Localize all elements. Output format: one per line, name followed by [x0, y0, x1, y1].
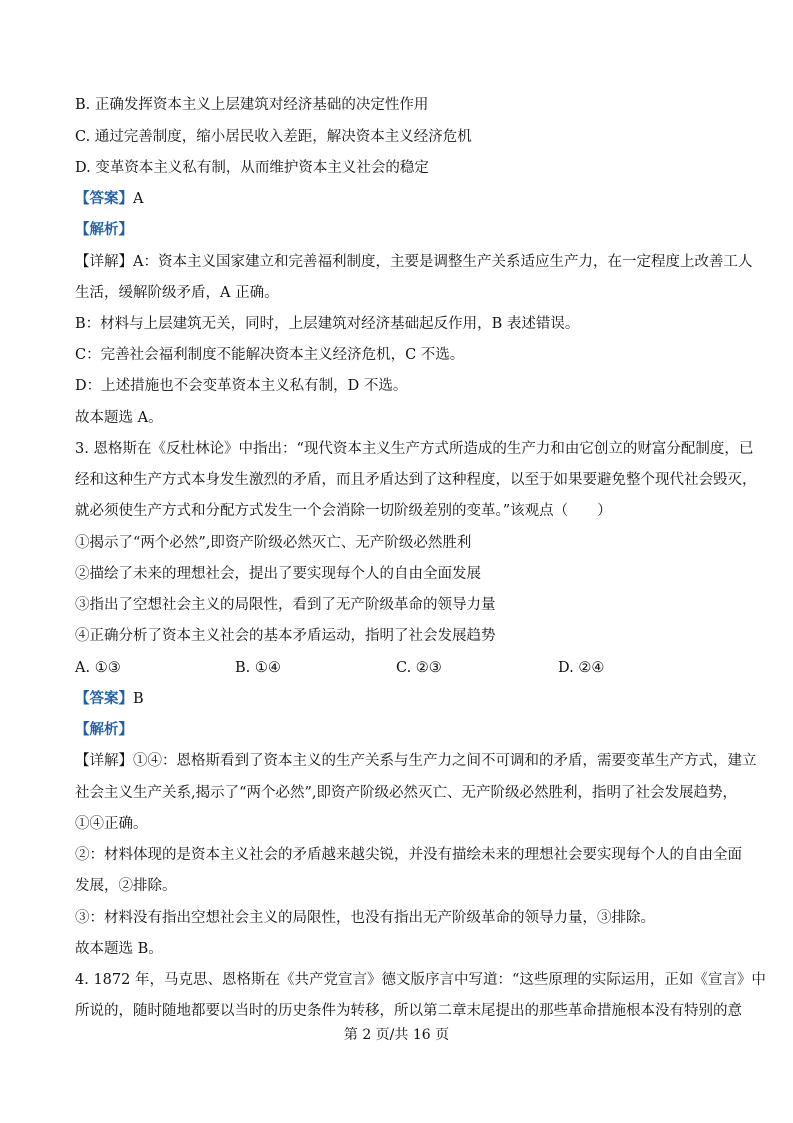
answer-options [75, 658, 725, 678]
conclusion-text: 故本题选 B。 [75, 941, 163, 957]
question-stem: 就必须使生产方式和分配方式发生一个会消除一切阶级差别的变革。”该观点（ ） [75, 503, 612, 519]
option-a: A. ①③ [75, 660, 121, 676]
page-number-footer: 第 2 页/共 16 页 [343, 1027, 450, 1043]
detail-row [75, 252, 753, 272]
option-b: B. ①④ [235, 660, 281, 676]
answer-row [75, 189, 725, 209]
detail-text: B：材料与上层建筑无关，同时，上层建筑对经济基础起反作用，B 表述错误。 [75, 316, 580, 332]
detail-text: 发展，②排除。 [75, 878, 177, 894]
statement-item: ②描绘了未来的理想社会，提出了要实现每个人的自由全面发展 [75, 566, 481, 582]
detail-text: A：资本主义国家建立和完善福利制度，主要是调整生产关系适应生产力，在一定程度上改善工人 [133, 254, 753, 270]
option-c: C. ②③ [396, 660, 442, 676]
answer-row [75, 689, 725, 709]
analysis-heading: 【解析】 [75, 221, 133, 238]
detail-text: D：上述措施也不会变革资本主义私有制，D 不选。 [75, 378, 408, 394]
analysis-heading: 【解析】 [75, 721, 133, 738]
detail-text: C：完善社会福利制度不能解决资本主义经济危机，C 不选。 [75, 347, 465, 363]
conclusion-text: 故本题选 A。 [75, 410, 163, 426]
question-stem: 4. 1872 年，马克思、恩格斯在《共产党宣言》德文版序言中写道：“这些原理的实际运用，正如《宣言》中 [75, 972, 766, 988]
detail-row [75, 751, 757, 771]
answer-label: 【答案】 [75, 690, 133, 707]
detail-text: ①④：恩格斯看到了资本主义的生产关系与生产力之间不可调和的矛盾，需要变革生产方式，建立 [133, 753, 757, 769]
detail-label: 【详解】 [75, 254, 133, 270]
question-stem: 所说的，随时随地都要以当时的历史条件为转移，所以第二章末尾提出的那些革命措施根本没有特别的意 [75, 1003, 742, 1019]
answer-value: A [133, 191, 144, 207]
question-stem: 经和这种生产方式本身发生激烈的矛盾，而且矛盾达到了这种程度，以至于如果要避免整个现代社会毁灭， [75, 472, 757, 488]
detail-text: 社会主义生产关系,揭示了“两个必然”,即资产阶级必然灭亡、无产阶级必然胜利，指明了社会发展趋势， [75, 785, 738, 801]
detail-text: 生活，缓解阶级矛盾，A 正确。 [75, 285, 279, 301]
question-stem: 3. 恩格斯在《反杜林论》中指出：“现代资本主义生产方式所造成的生产力和由它创立的财富分配制度，已 [75, 441, 754, 457]
option-d-text: D. 变革资本主义私有制，从而维护资本主义社会的稳定 [75, 160, 429, 176]
detail-text: ②：材料体现的是资本主义社会的矛盾越来越尖锐，并没有描绘未来的理想社会要实现每个人的自由全面 [75, 847, 742, 863]
analysis-label [75, 220, 725, 240]
detail-text: ③：材料没有指出空想社会主义的局限性，也没有指出无产阶级革命的领导力量，③排除。 [75, 910, 655, 926]
detail-text: ①④正确。 [75, 816, 148, 832]
option-d: D. ②④ [558, 660, 605, 676]
option-c-text: C. 通过完善制度，缩小居民收入差距，解决资本主义经济危机 [75, 129, 472, 145]
answer-label: 【答案】 [75, 190, 133, 207]
answer-value: B [133, 691, 144, 707]
analysis-label [75, 720, 725, 740]
option-b-text: B. 正确发挥资本主义上层建筑对经济基础的决定性作用 [75, 97, 429, 113]
statement-item: ④正确分析了资本主义社会的基本矛盾运动，指明了社会发展趋势 [75, 628, 496, 644]
statement-item: ①揭示了“两个必然”,即资产阶级必然灭亡、无产阶级必然胜利 [75, 535, 472, 551]
statement-item: ③指出了空想社会主义的局限性，看到了无产阶级革命的领导力量 [75, 597, 496, 613]
detail-label: 【详解】 [75, 753, 133, 769]
